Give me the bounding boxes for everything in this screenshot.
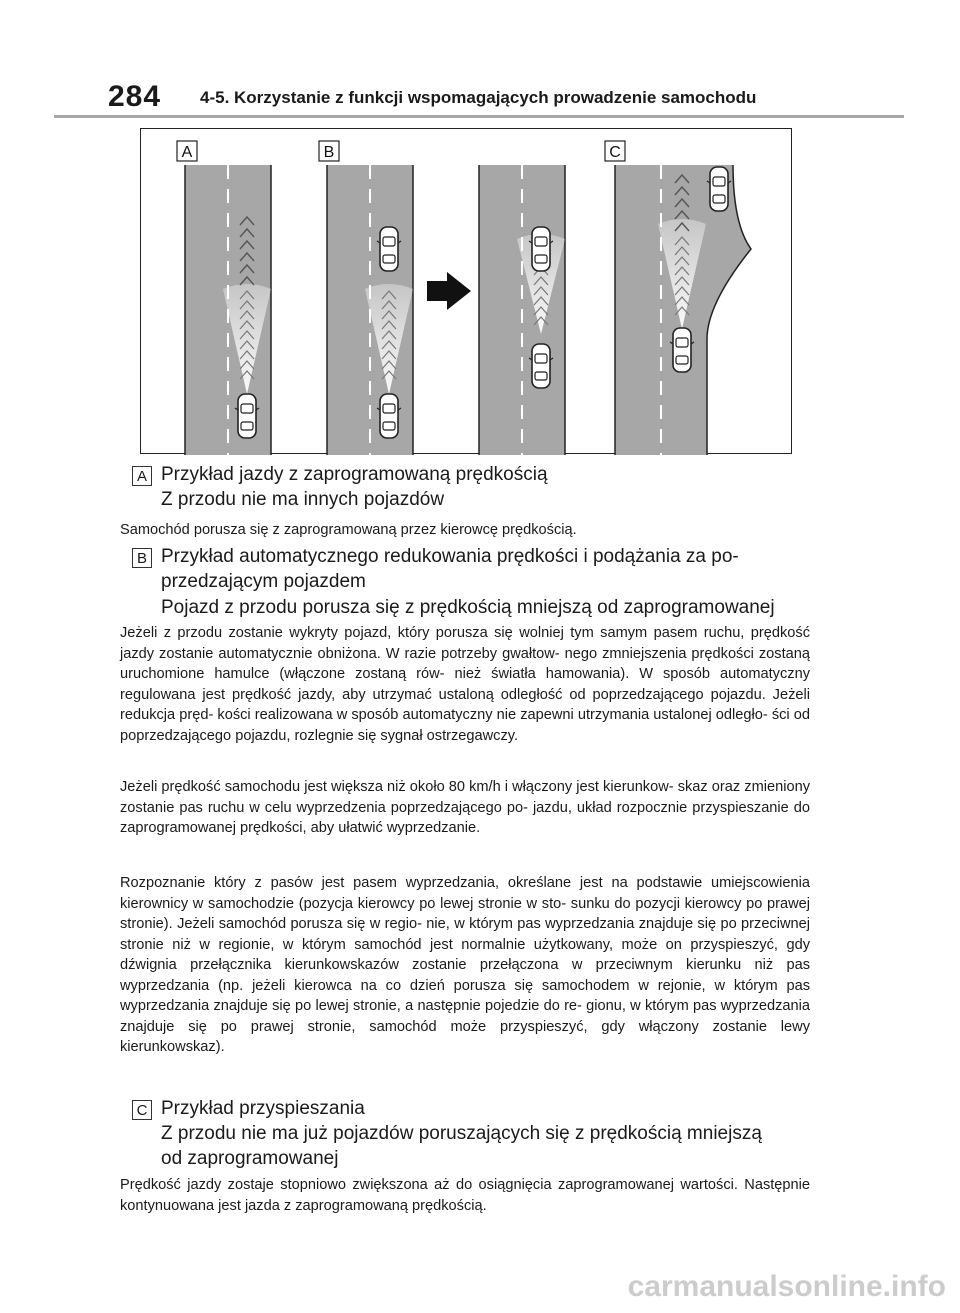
- section-b-para1: [120, 623, 810, 746]
- lead-car-b2: [529, 227, 553, 271]
- section-c-body: [120, 1175, 810, 1216]
- own-car-c: [670, 328, 694, 372]
- section-a-body: [120, 520, 810, 541]
- section-b-paragraph-2: Jeżeli prędkość samochodu jest większa niż około 80 km/h i włączony jest kierunkow- skaz oraz zmieniony zostanie pas ruchu w celu wyprzedzenia poprzedzającego po- jazdu, układ rozpocznie przyspieszanie do zaprogramowanej prędkości, aby ułatwić wyprzedzanie.: [120, 779, 810, 836]
- section-a-subtitle: Z przodu nie ma innych pojazdów: [161, 489, 445, 510]
- own-car-b2: [529, 344, 553, 388]
- figure-label-b: [319, 141, 339, 161]
- page-number: 284: [108, 80, 162, 113]
- road-c: [615, 165, 751, 455]
- section-c-paragraph: Prędkość jazdy zostaje stopniowo zwiększona aż do osiągnięcia zaprogramowanej wartości. Następnie kontynuowana jest jazda z zaprogramowaną prędkością.: [120, 1177, 810, 1214]
- section-c-title: Przykład przyspieszania: [161, 1098, 365, 1119]
- page-header: [108, 66, 908, 113]
- section-c-subtitle-line2: od zaprogramowanej: [161, 1148, 339, 1169]
- figure-label-c-text: C: [609, 144, 621, 161]
- section-title: 4-5. Korzystanie z funkcji wspomagających prowadzenie samochodu: [200, 88, 757, 107]
- section-c-badge: C: [132, 1100, 152, 1120]
- figure-label-c: [605, 141, 625, 161]
- figure-label-b-text: B: [323, 144, 335, 161]
- section-b-title-line1: Przykład automatycznego redukowania prędkości i podążania za po-: [161, 546, 739, 567]
- road-a: [185, 165, 271, 455]
- lead-car-b: [377, 227, 401, 271]
- section-b-para2: [120, 777, 810, 839]
- section-b-subtitle: Pojazd z przodu porusza się z prędkością mniejszą od zaprogramowanej: [161, 597, 775, 618]
- own-car-b: [377, 394, 401, 438]
- figure-label-a-text: A: [181, 144, 193, 161]
- section-b-title-line2: przedzającym pojazdem: [161, 571, 366, 592]
- section-b-para3: [120, 873, 810, 1058]
- figure-label-a: [177, 141, 197, 161]
- road-diagram: [141, 129, 793, 455]
- section-b-paragraph-1: Jeżeli z przodu zostanie wykryty pojazd, który porusza się wolniej tym samym pasem ruchu, prędkość jazdy zostanie automatycznie obniżona. W razie potrzeby gwałtow- nego zmniejszenia prędkości zostaną uruchomione hamulce (włączone zostaną rów- nież światła hamowania). W sposób automatyczny regulowana jest prędkość jazdy, aby utrzymać ustaloną odległość od poprzedzającego pojazdu. Jeżeli redukcja pręd- kości realizowana w sposób automatyczny nie zapewni utrzymania ustalonej odległo- ści od poprzedzającego pojazdu, rozlegnie się sygnał ostrzegawczy.: [120, 625, 810, 744]
- road-b: [327, 165, 413, 455]
- section-b-badge: B: [132, 548, 152, 568]
- other-car-c: [707, 167, 731, 211]
- section-c-subtitle-line1: Z przodu nie ma już pojazdów poruszających się z prędkością mniejszą: [161, 1123, 762, 1144]
- header-divider: [54, 115, 904, 118]
- acc-illustration: [140, 128, 792, 454]
- road-b2: [479, 165, 565, 455]
- section-a-badge: A: [132, 466, 152, 486]
- section-b-paragraph-3: Rozpoznanie który z pasów jest pasem wyprzedzania, określane jest na podstawie umiejscowienia kierownicy w samochodzie (pozycja kierowcy po lewej stronie w sto- sunku do pozycji kierowcy po prawej stronie). Jeżeli samochód porusza się w regio- nie, w którym pas wyprzedzania znajduje się po przeciwnej stronie niż w regionie, w którym samochód jest normalnie użytkowany, może on przyspieszyć, gdy dźwignia przełącznika kierunkowskazów zostanie przełączona w przeciwnym kierunku niż pas wyprzedzania (np. jeżeli kierowca na co dzień porusza się samochodem w rejonie, w którym pas wyprzedzania znajduje się po lewej stronie, a następnie pojedzie do re- gionu, w którym pas wyprzedzania znajduje się po prawej stronie, samochód może przyspieszyć, gdy włączony zostanie lewy kierunkowskaz).: [120, 875, 810, 1055]
- section-a-title: Przykład jazdy z zaprogramowaną prędkością: [161, 464, 548, 485]
- arrow-right-icon: [427, 272, 471, 310]
- section-a-paragraph: Samochód porusza się z zaprogramowaną przez kierowcę prędkością.: [120, 522, 577, 538]
- watermark: carmanualsonline.info: [627, 1270, 946, 1303]
- own-car-a: [235, 394, 259, 438]
